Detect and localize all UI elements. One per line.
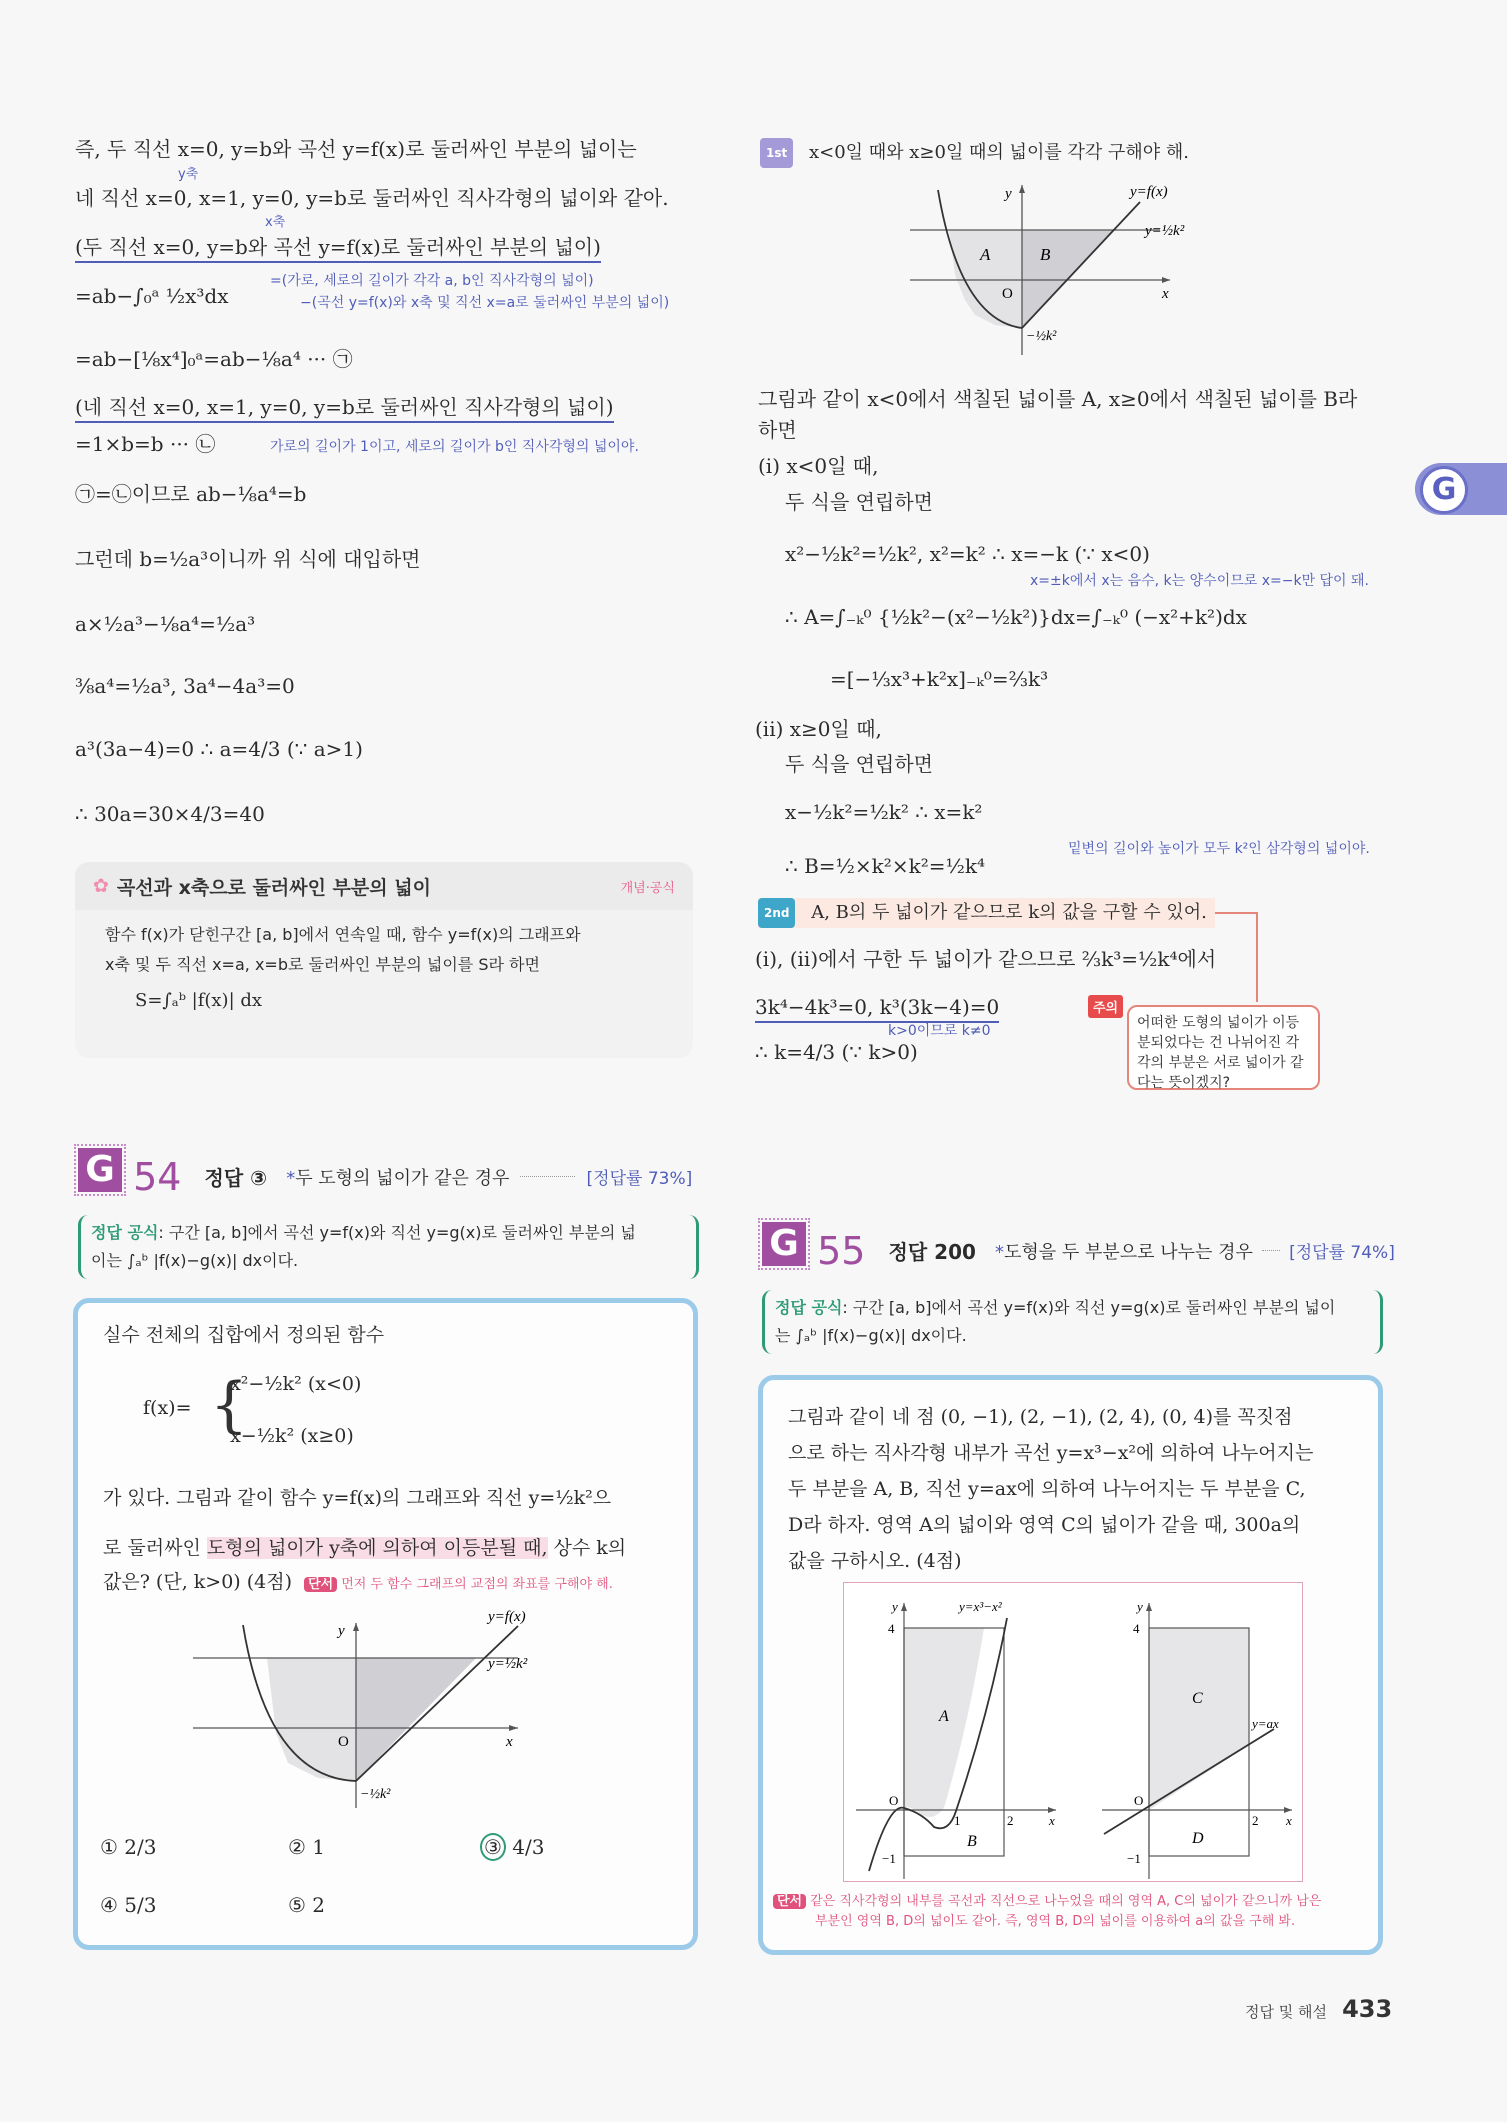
- right-line-3: (i) x<0일 때,: [758, 454, 879, 478]
- q55-line-3: 두 부분을 A, B, 직선 y=ax에 의하여 나누어지는 두 부분을 C,: [788, 1478, 1306, 1500]
- triangle-note: 밑변의 길이와 높이가 모두 k²인 삼각형의 넓이야.: [1068, 841, 1370, 857]
- concept-line-2: x축 및 두 직선 x=a, x=b로 둘러싸인 부분의 넓이를 S라 하면: [105, 955, 540, 974]
- q54-intro: 실수 전체의 집합에서 정의된 함수: [103, 1324, 385, 1346]
- q54-fig-min-label: −½k²: [360, 1787, 391, 1802]
- fig1-origin: O: [1002, 286, 1013, 302]
- solution-line-5: =ab−[⅛x⁴]₀ᵃ=ab−⅛a⁴ ··· ㉠: [75, 347, 353, 371]
- x-axis-note: x축: [265, 215, 286, 230]
- q55-l-x-label: x: [1049, 1813, 1055, 1828]
- right-line-5: x²−½k²=½k², x²=k² ∴ x=−k (∵ x<0): [785, 542, 1150, 566]
- concept-title: 곡선과 x축으로 둘러싸인 부분의 넓이: [116, 876, 431, 899]
- step1-text: x<0일 때와 x≥0일 때의 넓이를 각각 구해야 해.: [808, 142, 1189, 163]
- q54-answer: 정답 ③: [204, 1166, 268, 1190]
- caution-connector: [1215, 912, 1258, 914]
- q55-answer: 정답 200: [888, 1240, 976, 1264]
- q54-figure: [188, 1603, 548, 1813]
- concept-box: [75, 862, 693, 1058]
- right-line-1: 그림과 같이 x<0에서 색칠된 넓이를 A, x≥0에서 색칠된 넓이를 B라: [758, 387, 1358, 411]
- k-note: k>0이므로 k≠0: [888, 1023, 991, 1039]
- y-axis-note: y축: [178, 167, 199, 182]
- solution-line-13: ∴ 30a=30×4/3=40: [75, 802, 265, 826]
- q55-l-y-label: y: [892, 1599, 898, 1614]
- q54-formula-line-1: : 구간 [a, b]에서 곡선 y=f(x)와 직선 y=g(x)로 둘러싸인 부분의 넓: [158, 1223, 636, 1242]
- q55-formula-line-1: : 구간 [a, b]에서 곡선 y=f(x)와 직선 y=g(x)로 둘러싸인 부분의 넓이: [842, 1298, 1336, 1317]
- q55-region-d: D: [1192, 1830, 1204, 1847]
- concept-header: [75, 862, 693, 910]
- solution-line-11: ⅜a⁴=½a³, 3a⁴−4a³=0: [75, 674, 295, 698]
- q55-problem-box: [758, 1375, 1383, 1955]
- fig1-min-label: −½k²: [1026, 329, 1057, 344]
- concept-line-1: 함수 f(x)가 닫힌구간 [a, b]에서 연속일 때, 함수 y=f(x)의 그래프와: [105, 925, 581, 944]
- q54-line-1: 가 있다. 그림과 같이 함수 y=f(x)의 그래프와 직선 y=½k²으: [103, 1487, 612, 1509]
- concept-formula: S=∫ₐᵇ |f(x)| dx: [135, 990, 263, 1011]
- q54-fx-label: f(x)=: [143, 1397, 192, 1419]
- fig1-line-label: y=½k²: [1145, 223, 1185, 239]
- fig1-region-a: A: [980, 245, 991, 264]
- solution-line-10: a×½a³−⅛a⁴=½a³: [75, 612, 256, 636]
- q55-r-x-label: x: [1286, 1813, 1292, 1828]
- page-footer: [1245, 1995, 1392, 2023]
- solution-line-6: (네 직선 x=0, x=1, y=0, y=b로 둘러싸인 직사각형의 넓이): [75, 393, 614, 423]
- q55-r-y4: 4: [1133, 1621, 1140, 1636]
- q54-hint: 먼저 두 함수 그래프의 교점의 좌표를 구해야 해.: [341, 1577, 613, 1592]
- q54-fig-x-label: x: [506, 1734, 513, 1750]
- step2-badge: 2nd: [758, 898, 795, 928]
- q54-line-2: 로 둘러싸인 도형의 넓이가 y축에 의하여 이등분될 때, 상수 k의: [103, 1537, 627, 1559]
- q55-hint-badge: 단서: [773, 1894, 806, 1909]
- q54-highlight: 도형의 넓이가 y축에 의하여 이등분될 때,: [206, 1537, 548, 1559]
- fig1-curve-label: y=f(x): [1130, 184, 1168, 200]
- q55-l-ym1: −1: [882, 1851, 896, 1866]
- q55-formula: [762, 1290, 1383, 1354]
- q55-region-b: B: [967, 1833, 977, 1850]
- q54-choice-1[interactable]: ① 2/3: [100, 1835, 157, 1859]
- q55-line-5: 값을 구하시오. (4점): [788, 1550, 962, 1572]
- q55-number: 55: [817, 1228, 866, 1273]
- selected-answer-mark: ③: [480, 1833, 506, 1861]
- q55-l-y4: 4: [888, 1621, 895, 1636]
- step2-row: [758, 898, 1215, 928]
- rect-note-2: −(곡선 y=f(x)와 x축 및 직선 x=a로 둘러싸인 부분의 넓이): [300, 295, 670, 311]
- step2-text: A, B의 두 넓이가 같으므로 k의 값을 구할 수 있어.: [811, 902, 1207, 923]
- q54-topic: *두 도형의 넓이가 같은 경우: [286, 1167, 510, 1189]
- q54-problem-box: [73, 1298, 698, 1950]
- q55-r-origin: O: [1134, 1793, 1144, 1808]
- right-line-8: (ii) x≥0일 때,: [755, 717, 882, 741]
- fig1-y-label: y: [1005, 186, 1012, 202]
- caution-box: 어떠한 도형의 넓이가 이등분되었다는 건 나뉘어진 각각의 부분은 서로 넓이가 같다는 뜻이겠지?: [1127, 1005, 1320, 1090]
- step1-badge: 1st: [760, 138, 793, 168]
- solution-figure: [900, 180, 1230, 360]
- q55-l-x1: 1: [954, 1813, 961, 1828]
- solution-line-4: =ab−∫₀ᵃ ½x³dx: [75, 284, 229, 308]
- q55-formula-label: 정답 공식: [775, 1298, 843, 1317]
- right-line-6: ∴ A=∫₋ₖ⁰ {½k²−(x²−½k²)}dx=∫₋ₖ⁰ (−x²+k²)dx: [785, 605, 1247, 629]
- right-line-14: ∴ k=4/3 (∵ k>0): [755, 1040, 918, 1064]
- q55-region-a: A: [939, 1708, 949, 1725]
- q55-l-x2: 2: [1007, 1813, 1014, 1828]
- q54-case-2: x−½k² (x≥0): [230, 1425, 354, 1447]
- q54-brace: {: [210, 1370, 249, 1440]
- q54-header: [78, 1148, 692, 1199]
- q55-figure-frame: [843, 1582, 1303, 1882]
- q55-header: [762, 1222, 1395, 1273]
- q54-choice-3[interactable]: ③ 4/3: [480, 1835, 544, 1859]
- solution-line-9: 그런데 b=½a³이니까 위 식에 대입하면: [75, 547, 421, 571]
- q55-line-1: 그림과 같이 네 점 (0, −1), (2, −1), (2, 4), (0, 4)를 꼭짓점: [788, 1406, 1293, 1428]
- solution-line-7: =1×b=b ··· ㉡: [75, 432, 216, 456]
- q55-l-origin: O: [889, 1793, 899, 1808]
- right-line-12: (i), (ii)에서 구한 두 넓이가 같으므로 ⅔k³=½k⁴에서: [755, 947, 1217, 971]
- right-line-10: x−½k²=½k² ∴ x=k²: [785, 800, 983, 824]
- page-number: 433: [1342, 1995, 1393, 2023]
- root-note: x=±k에서 x는 음수, k는 양수이므로 x=−k만 답이 돼.: [1030, 573, 1370, 589]
- right-line-2: 하면: [758, 418, 797, 442]
- flower-icon: ✿: [93, 875, 109, 897]
- solution-line-12: a³(3a−4)=0 ∴ a=4/3 (∵ a>1): [75, 737, 363, 761]
- step1-row: [760, 138, 1189, 168]
- q55-l-curve-label: y=x³−x²: [959, 1599, 1002, 1614]
- right-line-9: 두 식을 연립하면: [785, 752, 933, 776]
- concept-tag: 개념·공식: [620, 880, 675, 896]
- q55-rate: [정답률 74%]: [1289, 1243, 1395, 1263]
- q54-fig-origin: O: [338, 1734, 349, 1750]
- q55-topic: *도형을 두 부분으로 나누는 경우: [995, 1241, 1253, 1263]
- q54-rate: [정답률 73%]: [586, 1169, 693, 1189]
- right-line-13: 3k⁴−4k³=0, k³(3k−4)=0: [755, 993, 999, 1023]
- solution-line-2: 네 직선 x=0, x=1, y=0, y=b로 둘러싸인 직사각형의 넓이와 같아.: [75, 186, 669, 210]
- q55-chapter-badge: G: [762, 1222, 806, 1266]
- q55-hint: 단서 같은 직사각형의 내부를 곡선과 직선으로 나누었을 때의 영역 A, C의 넓이가 같으니까 남은 부분인 영역 B, D의 넓이도 같아. 즉, 영역 B, D의 넓이를 이용하여 a의 값을 구해 봐.: [773, 1892, 1321, 1932]
- right-line-7: =[−⅓x³+k²x]₋ₖ⁰=⅔k³: [830, 667, 1049, 691]
- caution-connector-vertical: [1256, 912, 1258, 1002]
- fig1-region-b: B: [1040, 245, 1051, 264]
- q54-choice-2[interactable]: ② 1: [288, 1835, 326, 1859]
- q54-choice-4[interactable]: ④ 5/3: [100, 1893, 157, 1917]
- q55-r-y-label: y: [1137, 1599, 1143, 1614]
- q54-formula-line-2: 이는 ∫ₐᵇ |f(x)−g(x)| dx이다.: [91, 1251, 299, 1270]
- right-line-11: ∴ B=½×k²×k²=½k⁴: [785, 854, 985, 878]
- q55-formula-line-2: 는 ∫ₐᵇ |f(x)−g(x)| dx이다.: [775, 1326, 967, 1345]
- q55-r-line-label: y=ax: [1252, 1716, 1279, 1731]
- q54-case-1: x²−½k² (x<0): [230, 1373, 362, 1395]
- q54-chapter-badge: G: [78, 1148, 122, 1192]
- solution-line-8: ㉠=㉡이므로 ab−⅛a⁴=b: [75, 482, 307, 506]
- rect-note-1: =(가로, 세로의 길이가 각각 a, b인 직사각형의 넓이): [270, 273, 594, 289]
- q54-formula-label: 정답 공식: [91, 1223, 159, 1242]
- caution-badge: 주의: [1088, 995, 1123, 1018]
- q55-right-figure: [1084, 1583, 1302, 1879]
- solution-line-1: 즉, 두 직선 x=0, y=b와 곡선 y=f(x)로 둘러싸인 부분의 넓이는: [75, 137, 637, 161]
- q54-hint-badge: 단서: [304, 1577, 337, 1592]
- q55-line-4: D라 하자. 영역 A의 넓이와 영역 C의 넓이가 같을 때, 300a의: [788, 1514, 1301, 1536]
- q55-region-c: C: [1192, 1690, 1203, 1707]
- unit-rect-note: 가로의 길이가 1이고, 세로의 길이가 b인 직사각형의 넓이야.: [270, 439, 639, 455]
- chapter-tab[interactable]: [1415, 463, 1507, 515]
- right-line-4: 두 식을 연립하면: [785, 490, 933, 514]
- q55-left-figure: [844, 1583, 1064, 1879]
- q54-fig-line-label: y=½k²: [488, 1656, 528, 1672]
- q54-line-3: 값은? (단, k>0) (4점) 단서 먼저 두 함수 그래프의 교점의 좌표를 구해야 해.: [103, 1571, 613, 1593]
- q55-r-ym1: −1: [1127, 1851, 1141, 1866]
- chapter-g-icon: G: [1420, 466, 1468, 514]
- q55-dots: [1262, 1250, 1280, 1251]
- q54-choice-5[interactable]: ⑤ 2: [288, 1893, 326, 1917]
- q55-r-x2: 2: [1252, 1813, 1259, 1828]
- q54-dots: [520, 1176, 575, 1177]
- q54-fig-y-label: y: [338, 1623, 345, 1639]
- footer-label: 정답 및 해설: [1245, 2003, 1327, 2021]
- q54-fig-curve-label: y=f(x): [488, 1609, 526, 1625]
- q54-formula: [78, 1215, 699, 1279]
- q55-line-2: 으로 하는 직사각형 내부가 곡선 y=x³−x²에 의하여 나누어지는: [788, 1442, 1314, 1464]
- fig1-x-label: x: [1162, 286, 1169, 302]
- solution-line-3: (두 직선 x=0, y=b와 곡선 y=f(x)로 둘러싸인 부분의 넓이): [75, 233, 601, 263]
- q54-number: 54: [133, 1154, 182, 1199]
